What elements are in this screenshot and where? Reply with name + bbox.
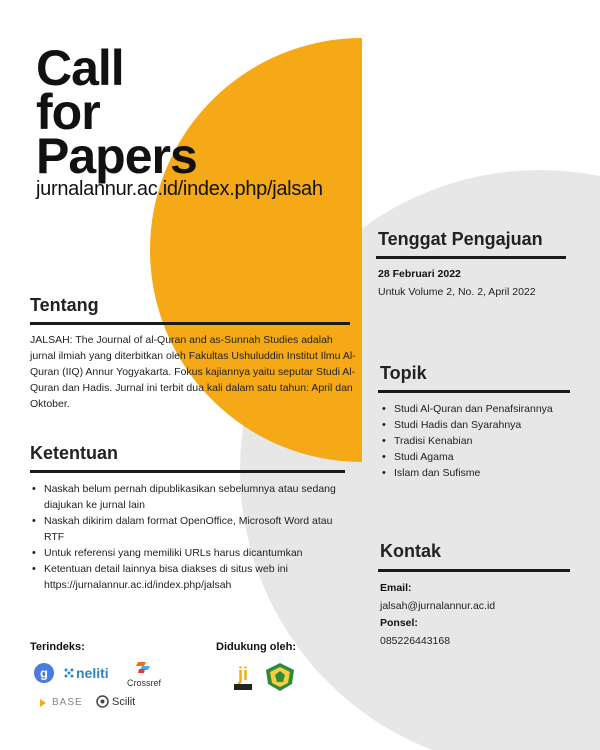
topics-list: [380, 401, 580, 481]
list-item: • Islam dan Sufisme: [380, 465, 580, 481]
rules-heading: Ketentuan: [30, 443, 119, 463]
deadline-note: Untuk Volume 2, No. 2, April 2022: [378, 286, 536, 298]
scilit-logo[interactable]: [96, 695, 135, 708]
topics-heading: Topik: [380, 363, 427, 383]
phone-label: Ponsel:: [380, 617, 418, 629]
indexed-heading: Terindeks:: [30, 641, 85, 653]
list-item: • Tradisi Kenabian: [380, 433, 580, 449]
list-item: • Studi Hadis dan Syarahnya: [380, 417, 580, 433]
scilit-icon: [96, 695, 109, 708]
email-label: Email:: [380, 582, 412, 594]
jalsah-logo-icon[interactable]: [232, 660, 254, 697]
list-item: • Untuk referensi yang memiliki URLs harus dicantumkan: [30, 545, 348, 561]
contact-rule: [378, 569, 570, 572]
phone-value[interactable]: 085226443168: [380, 635, 451, 647]
neliti-icon: [64, 668, 74, 678]
iiq-annur-emblem-icon[interactable]: [264, 662, 296, 697]
deadline-rule: [376, 256, 566, 259]
crossref-logo[interactable]: [124, 660, 164, 688]
base-text: BASE: [52, 697, 83, 708]
base-icon: [40, 699, 50, 707]
google-scholar-icon[interactable]: [34, 663, 54, 688]
rules-rule: [30, 470, 345, 473]
list-item: • Ketentuan detail lainnya bisa diakses di situs web ini https://jurnalannur.ac.id/index.php/jalsah: [30, 561, 348, 593]
deadline-date: 28 Februari 2022: [378, 268, 461, 280]
title-line-2: for: [36, 84, 100, 140]
about-heading: Tentang: [30, 295, 99, 315]
base-logo[interactable]: [40, 697, 83, 708]
scilit-text: Scilit: [112, 695, 136, 708]
contact-heading: Kontak: [380, 541, 442, 561]
neliti-logo[interactable]: [64, 665, 109, 681]
rules-list: [30, 481, 348, 593]
about-text: JALSAH: The Journal of al-Quran and as-Sunnah Studies adalah jurnal ilmiah yang diterbitkan oleh Fakultas Ushuluddin Institut Ilmu Al-Quran (IIQ) Annur Yogyakarta. Fokus kajiannya yaitu seputar Studi Al-Quran dan Hadis. Jurnal ini terbit dua kali dalam satu tahun: April dan Oktober.: [30, 334, 356, 410]
crossref-text: Crossref: [126, 678, 161, 688]
topics-rule: [378, 390, 570, 393]
crossref-icon: [136, 660, 152, 674]
title-line-1: Call: [36, 40, 124, 96]
list-item: • Studi Agama: [380, 449, 580, 465]
journal-url[interactable]: jurnalannur.ac.id/index.php/jalsah: [36, 178, 323, 200]
neliti-text: neliti: [76, 665, 109, 681]
list-item: • Naskah belum pernah dipublikasikan sebelumnya atau sedang diajukan ke jurnal lain: [30, 481, 348, 513]
deadline-heading: Tenggat Pengajuan: [378, 229, 543, 249]
supported-heading: Didukung oleh:: [216, 641, 297, 653]
title-line-3: Papers: [36, 128, 197, 184]
list-item: • Studi Al-Quran dan Penafsirannya: [380, 401, 580, 417]
list-item: • Naskah dikirim dalam format OpenOffice, Microsoft Word atau RTF: [30, 513, 348, 545]
page-title: [36, 40, 197, 184]
svg-text:ji: ji: [237, 664, 249, 684]
email-value[interactable]: jalsah@jurnalannur.ac.id: [380, 600, 496, 612]
about-rule: [30, 322, 350, 325]
svg-text:g: g: [40, 665, 48, 681]
